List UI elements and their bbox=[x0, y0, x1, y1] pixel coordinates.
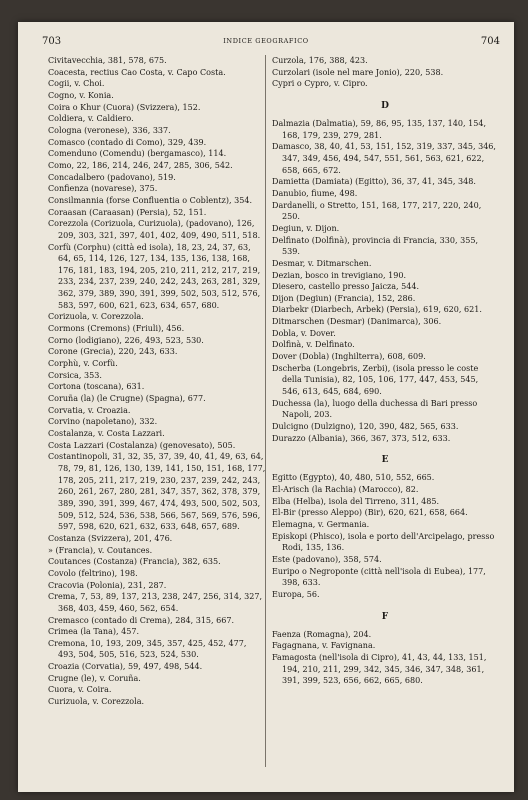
index-entry: Durazzo (Albania), 366, 367, 373, 512, 633. bbox=[272, 433, 451, 443]
index-entry: Costanza (Svizzera), 201, 476. bbox=[48, 533, 173, 543]
index-entry: El-Arisch (la Rachia) (Marocco), 82. bbox=[272, 485, 419, 494]
index-entry: Como, 22, 186, 214, 246, 247, 285, 306, 542. bbox=[48, 160, 233, 170]
page-header bbox=[32, 36, 500, 50]
index-entry: Diesero, castello presso Jaicza, 544. bbox=[272, 282, 420, 292]
index-column-left bbox=[48, 55, 266, 708]
index-entry: Elemagna, v. Germania. bbox=[272, 519, 370, 529]
index-entry: Dezian, bosco in trevigiano, 190. bbox=[272, 270, 407, 280]
index-entry: Desmar, v. Ditmarschen. bbox=[272, 258, 372, 268]
index-entry: Coira o Khur (Cuora) (Svizzera), 152. bbox=[48, 102, 201, 112]
index-entry: Elba (Helba), isola del Tirreno, 311, 485. bbox=[272, 496, 440, 506]
index-entry: Duchessa (la), luogo della duchessa di Bari presso Napoli, 203. bbox=[272, 398, 478, 420]
index-entry: Cormons (Cremons) (Friuli), 456. bbox=[48, 324, 185, 334]
index-entry: Costa Lazzari (Costalanza) (genovesato), 505. bbox=[48, 440, 236, 450]
index-entry: Costantinopoli, 31, 32, 35, 37, 39, 40, 41, 49, 63, 64, 78, 79, 81, 126, 130, 139, 141, 150, 151, 168, 177, 178, 205, 211, 217, 219, 230, 237, 239, 242, 243, 260, 261, 267, 280, 281, 347, 357, 362, 378, 379, 389, 390, 391, 399, 467, 474, 493, 500, 502, 503, 509, 512, 524, 536, 538, 566, 567, 569, 576, 596, 597, 598, 620, 621, 632, 633, 648, 657, 689. bbox=[48, 452, 266, 532]
index-entry: El-Bir (presso Aleppo) (Bir), 620, 621, 658, 664. bbox=[272, 508, 468, 518]
index-entry: Este (padovano), 358, 574. bbox=[272, 554, 382, 564]
entries-d bbox=[272, 118, 498, 444]
index-entry: Corfù (Corphu) (città ed isola), 18, 23, 24, 37, 63, 64, 65, 114, 126, 127, 134, 135, 136, 138, 168, 176, 181, 183, 194, 205, 210, 211, 212, 217, 219, 233, 234, 237, 239, 240, 242, 243, 263, 281, 329, 362, 379, 389, 390, 391, 399, 502, 503, 512, 576, 583, 597, 600, 621, 623, 634, 657, 680. bbox=[48, 242, 261, 310]
index-entry: Europa, 56. bbox=[272, 589, 320, 599]
index-entry: Concadalbero (padovano), 519. bbox=[48, 172, 176, 182]
index-entry: Curizuola, v. Corezzola. bbox=[48, 697, 145, 707]
index-entry: » (Francia), v. Coutances. bbox=[48, 545, 153, 555]
index-entry: Cologna (veronese), 336, 337. bbox=[48, 125, 171, 135]
index-entry: Corsica, 353. bbox=[48, 370, 102, 380]
index-entry: Dscherba (Longebris, Zerbi), (isola presso le coste della Tunisia), 82, 105, 106, 177, 447, 453, 545, 546, 613, 645, 684, 690. bbox=[272, 363, 479, 397]
running-title: INDICE GEOGRAFICO bbox=[223, 37, 309, 45]
index-entry: Coraasan (Caraasan) (Persia), 52, 151. bbox=[48, 207, 207, 217]
index-entry: Dijon (Degiun) (Francia), 152, 286. bbox=[272, 293, 416, 303]
index-entry: Damietta (Damiata) (Egitto), 36, 37, 41, 345, 348. bbox=[272, 177, 476, 187]
index-entry: Danubio, fiume, 498. bbox=[272, 188, 358, 198]
index-entry: Ditmarschen (Desmar) (Danimarca), 306. bbox=[272, 317, 442, 327]
index-entry: Croazia (Corvatia), 59, 497, 498, 544. bbox=[48, 662, 203, 672]
entries-c-continued bbox=[272, 55, 498, 90]
index-entry: Cogno, v. Konia. bbox=[48, 90, 114, 100]
index-column-right bbox=[272, 55, 498, 687]
index-entry: Cremona, 10, 193, 209, 345, 357, 425, 452, 477, 493, 504, 505, 516, 523, 524, 530. bbox=[48, 638, 247, 660]
page-number-left: 703 bbox=[42, 36, 62, 47]
entries-e bbox=[272, 472, 498, 600]
index-entry: Corizuola, v. Corezzola. bbox=[48, 312, 144, 322]
section-letter-e: E bbox=[381, 455, 389, 466]
index-entry: Dolfinà, v. Delfinato. bbox=[272, 340, 355, 350]
index-entry: Egitto (Egypto), 40, 480, 510, 552, 665. bbox=[272, 473, 435, 483]
index-entry: Cypri o Cypro, v. Cipro. bbox=[272, 79, 368, 89]
index-entry: Coldiera, v. Caldiero. bbox=[48, 114, 134, 124]
index-entry: Coutances (Costanza) (Francia), 382, 635. bbox=[48, 557, 221, 567]
index-entry: Crema, 7, 53, 89, 137, 213, 238, 247, 256, 314, 327, 368, 403, 459, 460, 562, 654. bbox=[48, 592, 263, 613]
index-entry: Fagagnana, v. Favignana. bbox=[272, 641, 376, 651]
index-entry: Faenza (Romagna), 204. bbox=[272, 629, 372, 639]
entries-f bbox=[272, 629, 498, 687]
index-entry: Diarbekr (Diarbech, Arbek) (Persia), 619, 620, 621. bbox=[272, 305, 482, 315]
index-entry: Comasco (contado di Como), 329, 439. bbox=[48, 137, 207, 147]
index-entry: Damasco, 38, 40, 41, 53, 151, 152, 319, 337, 345, 346, 347, 349, 456, 494, 547, 551, 561, 563, 621, 622, 658, 665, 672. bbox=[272, 142, 496, 175]
index-entry: Civitavecchia, 381, 578, 675. bbox=[48, 56, 167, 65]
index-entry: Cremasco (contado di Crema), 284, 315, 667. bbox=[48, 615, 235, 625]
index-entry: Cracovia (Polonia), 231, 287. bbox=[48, 580, 167, 590]
index-entry: Corphù, v. Corfù. bbox=[48, 359, 118, 369]
index-entry: Crimea (la Tana), 457. bbox=[48, 627, 140, 637]
index-entry: Curzola, 176, 388, 423. bbox=[272, 56, 368, 65]
index-entry: Cogii, v. Choi. bbox=[48, 79, 105, 89]
index-entry: Cuora, v. Coira. bbox=[48, 685, 112, 695]
index-entry: Corone (Grecia), 220, 243, 633. bbox=[48, 347, 178, 357]
index-entry: Coruña (la) (le Crugne) (Spagna), 677. bbox=[48, 394, 206, 404]
index-entry: Dulcigno (Dulzigno), 120, 390, 482, 565, 633. bbox=[272, 422, 459, 432]
index-entry: Corno (lodigiano), 226, 493, 523, 530. bbox=[48, 335, 204, 345]
index-entry: Corvatia, v. Croazia. bbox=[48, 405, 131, 415]
index-entry: Cortona (toscana), 631. bbox=[48, 382, 145, 392]
section-letter-d: D bbox=[381, 100, 389, 111]
index-entry: Delfinato (Dolfinà), provincia di Francia, 330, 355, 539. bbox=[272, 235, 479, 257]
index-entry: Corezzola (Corizuola, Curizuola), (padovano), 126, 209, 303, 321, 397, 401, 402, 409, 490, 511, 518. bbox=[48, 219, 261, 240]
index-entry: Coacesta, rectius Cao Costa, v. Capo Costa. bbox=[48, 67, 226, 77]
index-entry: Dardanelli, o Stretto, 151, 168, 177, 217, 220, 240, 250. bbox=[272, 200, 482, 222]
book-page bbox=[18, 22, 514, 792]
page-number-right: 704 bbox=[480, 36, 500, 47]
index-entry: Corvino (napoletano), 332. bbox=[48, 417, 158, 427]
index-entry: Dobla, v. Dover. bbox=[272, 328, 336, 338]
section-letter-f: F bbox=[381, 611, 389, 622]
index-entry: Episkopi (Phisco), isola e porto dell'Arcipelago, presso Rodi, 135, 136. bbox=[272, 531, 495, 553]
index-entry: Consilmannia (forse Confluentia o Coblentz), 354. bbox=[48, 195, 253, 205]
index-entry: Dover (Dobla) (Inghilterra), 608, 609. bbox=[272, 352, 426, 362]
index-entry: Costalanza, v. Costa Lazzari. bbox=[48, 429, 165, 438]
index-entry: Crugne (le), v. Coruña. bbox=[48, 673, 141, 683]
index-entry: Degiun, v. Dijon. bbox=[272, 223, 340, 233]
index-entry: Dalmazia (Dalmatia), 59, 86, 95, 135, 137, 140, 154, 168, 179, 239, 279, 281. bbox=[272, 118, 487, 140]
index-entry: Famagosta (nell'isola di Cipro), 41, 43, 44, 133, 151, 194, 210, 211, 299, 342, 345, 346, 347, 348, 361, 391, 399, 523, 656, 662, 665, 680. bbox=[272, 652, 487, 686]
index-entry: Euripo o Negroponte (città nell'isola di Eubea), 177, 398, 633. bbox=[272, 566, 486, 588]
index-entry: Comenduno (Comendu) (bergamasco), 114. bbox=[48, 149, 227, 159]
index-entry: Covolo (feltrino), 198. bbox=[48, 568, 138, 578]
index-entry: Curzolari (isole nel mare Jonio), 220, 538. bbox=[272, 67, 444, 77]
index-entry: Confienza (novarese), 375. bbox=[48, 184, 158, 194]
